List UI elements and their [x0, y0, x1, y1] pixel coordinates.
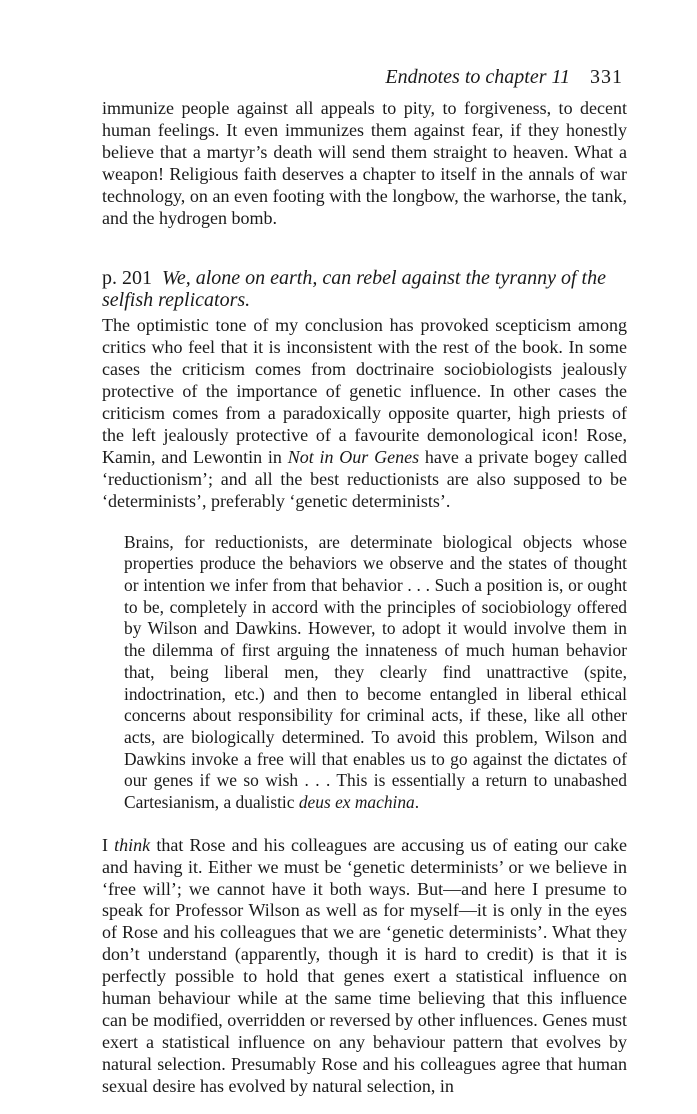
paragraph-lead: I [102, 834, 115, 855]
block-quote [124, 532, 627, 814]
paragraph-text: The optimistic tone of my conclusion has provoked scepticism among critics who feel that it is inconsistent with the rest of the book. In some cases the criticism comes from doctrinaire sociobiologists jealously protective of the importance of genetic influence. In other cases the criticism comes from a paradoxically opposite quarter, high priests of the left jealously protective of a favourite demonological icon! Rose, Kamin, and Lewontin in [102, 315, 627, 467]
paragraph-note-body [102, 315, 627, 512]
page-body [102, 98, 627, 1098]
paragraph-text: that Rose and his colleagues are accusing us of eating our cake and having it. Either we must be ‘genetic determinists’ or we believe in ‘free will’; we cannot have it both ways. But—and here I presume to speak for Professor Wilson as well as for myself—it is only in the eyes of Rose and his colleagues that we are ‘genetic determinists’. What they don’t understand (apparently, though it is hard to credit) is that it is perfectly possible to hold that genes exert a statistical influence on human behaviour while at the same time believing that this influence can be modified, overridden or reversed by other influences. Genes must exert a statistical influence on any behaviour pattern that evolves by natural selection. Presumably Rose and his colleagues agree that human sexual desire has evolved by natural selection, in [102, 834, 628, 1096]
book-title: Not in Our Genes [287, 446, 420, 467]
quote-text: Brains, for reductionists, are determinate biological objects whose properties produce the behaviors we observe and the states of thought or intention we infer from that behavior . . . Such a position is, or ought to be, completely in accord with the principles of sociobiology offered by Wilson and Dawkins. However, to adopt it would involve them in the dilemma of first arguing the innateness of much human behavior that, being liberal men, they clearly find unattractive (spite, indoctrination, etc.) and then to become entangled in liberal ethical concerns about responsibility for criminal acts, if these, like all other acts, are biologically determined. To avoid this problem, Wilson and Dawkins invoke a free will that enables us to go against the dictates of our genes if we so wish . . . This is essentially a return to unabashed Cartesianism, a dualistic [124, 531, 627, 813]
note-heading [102, 267, 627, 311]
paragraph-text: have a private bogey called ‘reductionism’; and all the best reductionists are also supposed to be ‘determinists’, preferably ‘genetic determinists’. [102, 446, 628, 511]
note-page-ref: p. 201 [102, 267, 152, 290]
quote-end: . [414, 792, 420, 813]
page-number: 331 [590, 66, 623, 88]
running-head [385, 66, 623, 89]
paragraph-response [102, 835, 627, 1098]
quote-italic-phrase: deus ex machina [298, 792, 415, 813]
emphasis-word: think [114, 834, 151, 855]
paragraph-continuation: immunize people against all appeals to pity, to forgiveness, to decent human feelings. It even immunizes them against fear, if they honestly believe that a martyr’s death will send them straight to heaven. What a weapon! Religious faith deserves a chapter to itself in the annals of war technology, on an even footing with the longbow, the warhorse, the tank, and the hydrogen bomb. [102, 98, 627, 228]
running-head-title: Endnotes to chapter 11 [385, 66, 570, 88]
note-heading-text: We, alone on earth, can rebel against the tyranny of the selfish replicators. [102, 267, 606, 312]
